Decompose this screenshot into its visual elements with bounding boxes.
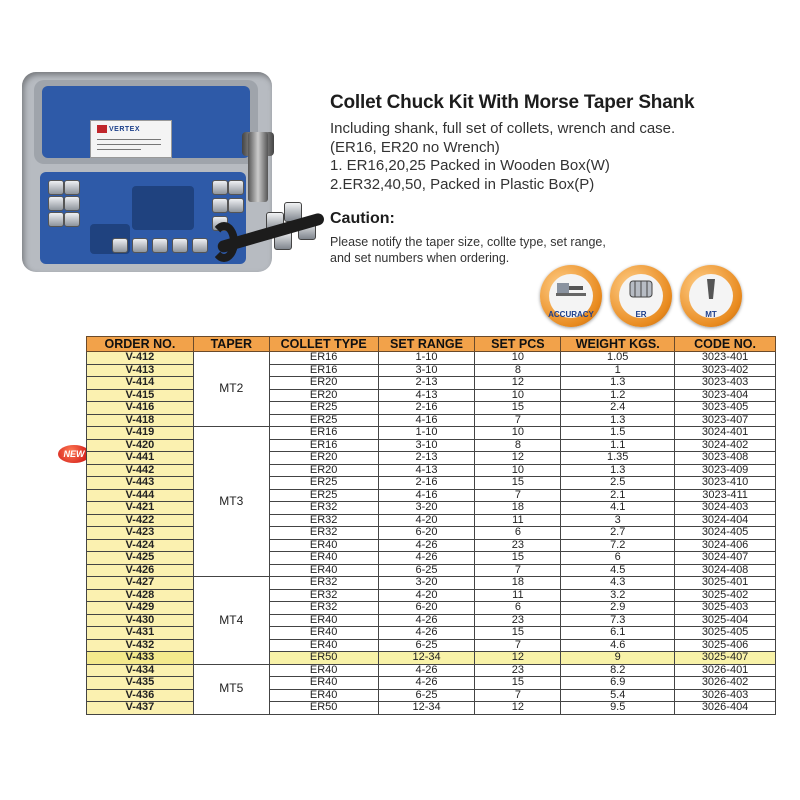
header-weight: WEIGHT KGS. [561, 337, 675, 352]
cell-set-range: 12-34 [378, 702, 475, 715]
cell-collet-type: ER25 [269, 414, 378, 427]
cell-collet-type: ER25 [269, 489, 378, 502]
collet [48, 180, 64, 195]
cell-code-no: 3024-403 [675, 502, 776, 515]
morse-taper-shank [248, 132, 268, 202]
cell-set-pcs: 6 [475, 602, 561, 615]
description-line: 2.ER32,40,50, Packed in Plastic Box(P) [330, 175, 595, 193]
brand-text-line [97, 144, 161, 145]
table-row [87, 364, 776, 377]
cell-set-pcs: 7 [475, 639, 561, 652]
cell-set-pcs: 7 [475, 414, 561, 427]
cell-set-range: 4-26 [378, 664, 475, 677]
cell-set-range: 2-13 [378, 452, 475, 465]
cell-collet-type: ER20 [269, 377, 378, 390]
cell-code-no: 3026-404 [675, 702, 776, 715]
description-line: 1. ER16,20,25 Packed in Wooden Box(W) [330, 157, 610, 174]
caution-text [330, 234, 606, 266]
cell-collet-type: ER32 [269, 577, 378, 590]
cell-set-range: 4-13 [378, 389, 475, 402]
table-row [87, 664, 776, 677]
collet [228, 180, 244, 195]
cell-weight: 3.2 [561, 589, 675, 602]
cell-collet-type: ER32 [269, 589, 378, 602]
table-row [87, 614, 776, 627]
cell-weight: 2.1 [561, 489, 675, 502]
cell-order-no: V-429 [87, 602, 194, 615]
table-row [87, 464, 776, 477]
cell-order-no: V-444 [87, 489, 194, 502]
cell-collet-type: ER50 [269, 702, 378, 715]
table-row [87, 689, 776, 702]
cell-collet-type: ER16 [269, 364, 378, 377]
cell-order-no: V-414 [87, 377, 194, 390]
cell-set-range: 4-20 [378, 589, 475, 602]
cell-set-range: 6-20 [378, 602, 475, 615]
cell-set-pcs: 6 [475, 527, 561, 540]
cell-set-pcs: 12 [475, 702, 561, 715]
description-line: Including shank, full set of collets, wrench and case. [330, 120, 676, 137]
cell-set-pcs: 10 [475, 389, 561, 402]
cell-weight: 1.35 [561, 452, 675, 465]
table-row [87, 477, 776, 490]
cell-set-pcs: 15 [475, 552, 561, 565]
table-row [87, 652, 776, 665]
caution-line: and set numbers when ordering. [330, 251, 510, 265]
collet [212, 180, 228, 195]
cell-set-pcs: 18 [475, 502, 561, 515]
cell-code-no: 3023-408 [675, 452, 776, 465]
table-row [87, 702, 776, 715]
cell-order-no: V-427 [87, 577, 194, 590]
cell-order-no: V-416 [87, 402, 194, 415]
cell-collet-type: ER16 [269, 439, 378, 452]
cell-collet-type: ER25 [269, 402, 378, 415]
badge-label: ER [635, 310, 647, 319]
cell-order-no: V-431 [87, 627, 194, 640]
cell-set-range: 6-25 [378, 689, 475, 702]
collet-icon [624, 279, 658, 299]
cell-weight: 1.3 [561, 464, 675, 477]
cell-taper: MT5 [193, 664, 269, 714]
header-order-no: ORDER NO. [87, 337, 194, 352]
cell-set-range: 4-20 [378, 514, 475, 527]
cell-order-no: V-441 [87, 452, 194, 465]
cell-order-no: V-428 [87, 589, 194, 602]
table-row [87, 552, 776, 565]
cell-order-no: V-437 [87, 702, 194, 715]
brand-logo [97, 125, 140, 133]
collet [64, 196, 80, 211]
cell-order-no: V-422 [87, 514, 194, 527]
collet [64, 212, 80, 227]
case-lid-foam [42, 86, 250, 158]
table-row [87, 539, 776, 552]
badge-label: ACCURACY [548, 310, 594, 319]
cell-code-no: 3025-406 [675, 639, 776, 652]
table-row [87, 502, 776, 515]
cell-weight: 7.2 [561, 539, 675, 552]
cell-set-pcs: 10 [475, 352, 561, 365]
cell-weight: 1.5 [561, 427, 675, 440]
cell-set-range: 1-10 [378, 427, 475, 440]
cell-code-no: 3024-406 [675, 539, 776, 552]
taper-shank-icon [694, 279, 728, 299]
caution-heading: Caution: [330, 210, 395, 227]
description-line: (ER16, ER20 no Wrench) [330, 138, 500, 156]
cell-collet-type: ER40 [269, 664, 378, 677]
cell-set-pcs: 11 [475, 514, 561, 527]
cell-order-no: V-413 [87, 364, 194, 377]
table-row [87, 439, 776, 452]
cell-code-no: 3024-401 [675, 427, 776, 440]
cell-code-no: 3024-402 [675, 439, 776, 452]
cell-weight: 1.1 [561, 439, 675, 452]
cell-code-no: 3026-402 [675, 677, 776, 690]
cell-set-pcs: 12 [475, 452, 561, 465]
cell-set-pcs: 15 [475, 677, 561, 690]
cell-order-no: V-421 [87, 502, 194, 515]
feature-badges [540, 265, 740, 335]
cell-collet-type: ER16 [269, 427, 378, 440]
cell-set-range: 4-26 [378, 677, 475, 690]
cell-taper: MT2 [193, 352, 269, 427]
cell-set-range: 4-13 [378, 464, 475, 477]
cell-set-pcs: 23 [475, 539, 561, 552]
cell-weight: 4.5 [561, 564, 675, 577]
cell-weight: 1.3 [561, 377, 675, 390]
brand-logo-text: VERTEX [109, 125, 141, 133]
table-row [87, 352, 776, 365]
cell-set-range: 3-20 [378, 577, 475, 590]
er-badge [610, 265, 672, 327]
header-set-pcs: SET PCS [475, 337, 561, 352]
cell-order-no: V-424 [87, 539, 194, 552]
cell-order-no: V-442 [87, 464, 194, 477]
cell-collet-type: ER50 [269, 652, 378, 665]
collet [228, 198, 244, 213]
cell-code-no: 3023-409 [675, 464, 776, 477]
cell-code-no: 3025-404 [675, 614, 776, 627]
table-row [87, 489, 776, 502]
cell-code-no: 3024-405 [675, 527, 776, 540]
table-row [87, 527, 776, 540]
cell-weight: 2.4 [561, 402, 675, 415]
table-row [87, 452, 776, 465]
brand-logo-mark [97, 125, 107, 133]
cell-order-no: V-426 [87, 564, 194, 577]
mt-badge [680, 265, 742, 327]
cell-set-pcs: 12 [475, 652, 561, 665]
cell-code-no: 3023-402 [675, 364, 776, 377]
table-row [87, 577, 776, 590]
cell-collet-type: ER40 [269, 564, 378, 577]
table-header-row [87, 337, 776, 352]
header-taper: TAPER [193, 337, 269, 352]
table-row [87, 627, 776, 640]
cell-weight: 4.3 [561, 577, 675, 590]
cell-order-no: V-430 [87, 614, 194, 627]
cell-set-pcs: 15 [475, 402, 561, 415]
table-row [87, 589, 776, 602]
table-row [87, 677, 776, 690]
cell-collet-type: ER40 [269, 614, 378, 627]
new-badge: NEW [58, 445, 90, 463]
table-row [87, 514, 776, 527]
cell-weight: 6.9 [561, 677, 675, 690]
cell-set-pcs: 11 [475, 589, 561, 602]
machine-icon [554, 279, 588, 299]
cell-collet-type: ER40 [269, 689, 378, 702]
cell-set-range: 2-16 [378, 402, 475, 415]
cell-taper: MT3 [193, 427, 269, 577]
table-row [87, 414, 776, 427]
cell-set-pcs: 8 [475, 439, 561, 452]
table-row [87, 564, 776, 577]
cell-order-no: V-432 [87, 639, 194, 652]
collet [48, 196, 64, 211]
table-row [87, 639, 776, 652]
collet [112, 238, 128, 253]
cell-weight: 6 [561, 552, 675, 565]
cell-set-range: 12-34 [378, 652, 475, 665]
cell-order-no: V-423 [87, 527, 194, 540]
cell-set-pcs: 10 [475, 464, 561, 477]
collet [64, 180, 80, 195]
cell-code-no: 3025-402 [675, 589, 776, 602]
cell-collet-type: ER40 [269, 677, 378, 690]
cell-set-pcs: 12 [475, 377, 561, 390]
table-row [87, 402, 776, 415]
cell-code-no: 3023-410 [675, 477, 776, 490]
collet [48, 212, 64, 227]
cell-collet-type: ER32 [269, 514, 378, 527]
cell-weight: 7.3 [561, 614, 675, 627]
cell-weight: 2.5 [561, 477, 675, 490]
cell-order-no: V-419 [87, 427, 194, 440]
cell-weight: 2.7 [561, 527, 675, 540]
cell-weight: 2.9 [561, 602, 675, 615]
accuracy-badge [540, 265, 602, 327]
brand-plate [90, 120, 172, 158]
cell-order-no: V-420 [87, 439, 194, 452]
cell-collet-type: ER20 [269, 389, 378, 402]
cell-set-range: 4-26 [378, 552, 475, 565]
cell-code-no: 3026-403 [675, 689, 776, 702]
cell-set-pcs: 23 [475, 664, 561, 677]
cell-weight: 4.1 [561, 502, 675, 515]
cell-set-pcs: 23 [475, 614, 561, 627]
cell-set-range: 1-10 [378, 352, 475, 365]
cell-code-no: 3023-411 [675, 489, 776, 502]
cell-weight: 6.1 [561, 627, 675, 640]
product-description [330, 120, 675, 194]
spec-table-body [87, 352, 776, 715]
cell-set-range: 4-26 [378, 539, 475, 552]
cell-order-no: V-425 [87, 552, 194, 565]
cell-set-range: 6-25 [378, 639, 475, 652]
cell-weight: 1.3 [561, 414, 675, 427]
cell-set-range: 6-20 [378, 527, 475, 540]
cell-set-range: 2-13 [378, 377, 475, 390]
brand-text-line [97, 149, 141, 150]
cell-set-range: 4-16 [378, 489, 475, 502]
cell-collet-type: ER40 [269, 552, 378, 565]
cell-order-no: V-436 [87, 689, 194, 702]
cell-weight: 3 [561, 514, 675, 527]
collet [132, 238, 148, 253]
cell-code-no: 3025-401 [675, 577, 776, 590]
cell-order-no: V-443 [87, 477, 194, 490]
cell-code-no: 3023-405 [675, 402, 776, 415]
badge-label: MT [705, 310, 717, 319]
table-row [87, 427, 776, 440]
cell-collet-type: ER32 [269, 527, 378, 540]
header-code-no: CODE NO. [675, 337, 776, 352]
cell-weight: 1.05 [561, 352, 675, 365]
cell-taper: MT4 [193, 577, 269, 665]
brand-text-line [97, 139, 161, 140]
cell-collet-type: ER40 [269, 539, 378, 552]
collet [152, 238, 168, 253]
cell-collet-type: ER16 [269, 352, 378, 365]
cell-set-range: 6-25 [378, 564, 475, 577]
cell-collet-type: ER40 [269, 627, 378, 640]
cell-weight: 9.5 [561, 702, 675, 715]
header-collet-type: COLLET TYPE [269, 337, 378, 352]
cell-code-no: 3024-407 [675, 552, 776, 565]
cell-set-pcs: 7 [475, 489, 561, 502]
table-row [87, 389, 776, 402]
cell-collet-type: ER32 [269, 602, 378, 615]
caution-line: Please notify the taper size, collte type, set range, [330, 235, 606, 249]
spec-table [86, 336, 776, 715]
table-row [87, 602, 776, 615]
cell-set-pcs: 10 [475, 427, 561, 440]
cell-code-no: 3024-404 [675, 514, 776, 527]
cell-collet-type: ER40 [269, 639, 378, 652]
cell-set-pcs: 15 [475, 627, 561, 640]
cell-code-no: 3024-408 [675, 564, 776, 577]
cell-weight: 8.2 [561, 664, 675, 677]
cell-code-no: 3023-401 [675, 352, 776, 365]
cell-set-range: 3-10 [378, 364, 475, 377]
cell-collet-type: ER20 [269, 464, 378, 477]
cell-code-no: 3025-403 [675, 602, 776, 615]
cell-order-no: V-433 [87, 652, 194, 665]
cell-code-no: 3025-405 [675, 627, 776, 640]
cell-weight: 4.6 [561, 639, 675, 652]
cell-order-no: V-434 [87, 664, 194, 677]
cell-collet-type: ER20 [269, 452, 378, 465]
cell-set-pcs: 7 [475, 689, 561, 702]
collet [172, 238, 188, 253]
cell-weight: 9 [561, 652, 675, 665]
cell-set-pcs: 8 [475, 364, 561, 377]
cell-order-no: V-418 [87, 414, 194, 427]
cell-set-pcs: 18 [475, 577, 561, 590]
cell-set-range: 3-10 [378, 439, 475, 452]
cell-code-no: 3025-407 [675, 652, 776, 665]
table-row [87, 377, 776, 390]
shank-slot [132, 186, 194, 230]
collet [212, 198, 228, 213]
cell-code-no: 3023-403 [675, 377, 776, 390]
cell-weight: 1.2 [561, 389, 675, 402]
cell-order-no: V-435 [87, 677, 194, 690]
cell-set-range: 3-20 [378, 502, 475, 515]
cell-weight: 5.4 [561, 689, 675, 702]
header-set-range: SET RANGE [378, 337, 475, 352]
cell-order-no: V-412 [87, 352, 194, 365]
cell-set-range: 2-16 [378, 477, 475, 490]
cell-collet-type: ER32 [269, 502, 378, 515]
product-title: Collet Chuck Kit With Morse Taper Shank [330, 92, 695, 113]
cell-weight: 1 [561, 364, 675, 377]
cell-set-range: 4-26 [378, 627, 475, 640]
cell-order-no: V-415 [87, 389, 194, 402]
cell-set-range: 4-26 [378, 614, 475, 627]
cell-code-no: 3023-404 [675, 389, 776, 402]
cell-collet-type: ER25 [269, 477, 378, 490]
cell-set-pcs: 15 [475, 477, 561, 490]
cell-code-no: 3026-401 [675, 664, 776, 677]
cell-code-no: 3023-407 [675, 414, 776, 427]
product-photo [12, 72, 330, 292]
cell-set-pcs: 7 [475, 564, 561, 577]
cell-set-range: 4-16 [378, 414, 475, 427]
collet [192, 238, 208, 253]
